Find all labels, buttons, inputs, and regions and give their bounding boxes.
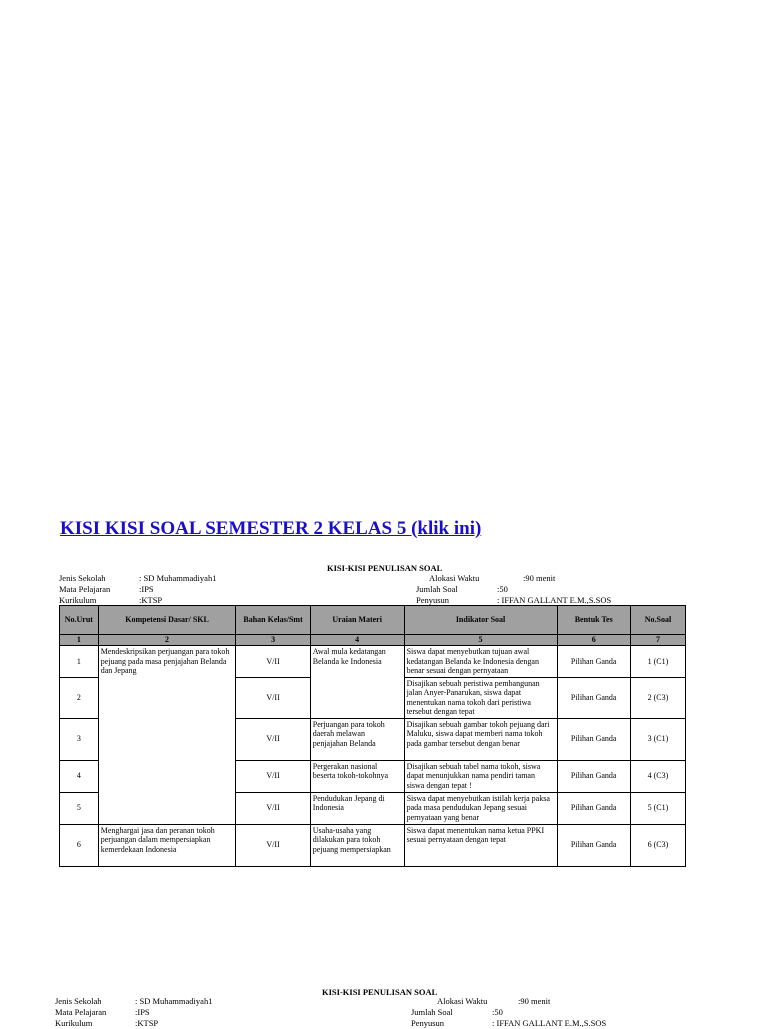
cell-no: 4 <box>60 760 99 792</box>
cell-no-soal: 3 (C1) <box>630 718 685 760</box>
cell-indikator: Disajikan sebuah tabel nama tokoh, siswa dapat menunjukkan nama pendiri taman siswa dengan tepat ! <box>404 760 557 792</box>
cell-no-soal: 4 (C3) <box>630 760 685 792</box>
cell-bentuk: Pilihan Ganda <box>557 677 630 718</box>
table-row <box>60 646 686 678</box>
header-num: 4 <box>310 635 404 646</box>
meta-label: Penyusun <box>411 1018 445 1028</box>
cell-bahan: V/II <box>236 760 310 792</box>
cell-materi: Pendudukan Jepang di Indonesia <box>310 792 404 824</box>
header-kompetensi: Kompetensi Dasar/ SKL <box>98 606 236 635</box>
header-num: 7 <box>630 635 685 646</box>
doc-title: KISI-KISI PENULISAN SOAL <box>327 563 443 573</box>
meta-value: : SD Muhammadiyah1 <box>139 573 217 583</box>
meta-label: Kurikulum <box>59 595 97 605</box>
meta-value: :90 menit <box>518 996 551 1006</box>
cell-bahan: V/II <box>236 824 310 866</box>
cell-bentuk: Pilihan Ganda <box>557 824 630 866</box>
doc-title-2: KISI-KISI PENULISAN SOAL <box>322 987 438 997</box>
meta-label: Jenis Sekolah <box>55 996 102 1006</box>
meta-value: : IFFAN GALLANT E.M.,S.SOS <box>497 595 612 605</box>
header-bentuk: Bentuk Tes <box>557 606 630 635</box>
cell-no: 1 <box>60 646 99 678</box>
meta-label: Mata Pelajaran <box>59 584 111 594</box>
cell-indikator: Siswa dapat menentukan nama ketua PPKI sesuai pernyataan dengan tepat <box>404 824 557 866</box>
cell-no-soal: 2 (C3) <box>630 677 685 718</box>
meta-value: :IPS <box>135 1007 150 1017</box>
cell-materi: Perjuangan para tokoh daerah melawan penjajahan Belanda <box>310 718 404 760</box>
cell-materi: Pergerakan nasional beserta tokoh-tokohnya <box>310 760 404 792</box>
header-num: 3 <box>236 635 310 646</box>
table-header-number-row <box>60 635 686 646</box>
cell-indikator: Disajikan sebuah gambar tokoh pejuang dari Maluku, siswa dapat memberi nama tokoh pada gambar tersebut dengan benar <box>404 718 557 760</box>
header-indikator: Indikator Soal <box>404 606 557 635</box>
meta-label: Alokasi Waktu <box>437 996 488 1006</box>
meta-value: :50 <box>492 1007 503 1017</box>
meta-value: :IPS <box>139 584 154 594</box>
cell-materi: Usaha-usaha yang dilakukan para tokoh pejuang mempersiapkan <box>310 824 404 866</box>
cell-no: 3 <box>60 718 99 760</box>
cell-no-soal: 6 (C3) <box>630 824 685 866</box>
meta-label: Kurikulum <box>55 1018 93 1028</box>
cell-materi: Awal mula kedatangan Belanda ke Indonesia <box>310 646 404 719</box>
meta-label: Jumlah Soal <box>416 584 458 594</box>
table-header-row <box>60 606 686 635</box>
cell-no: 6 <box>60 824 99 866</box>
table-row <box>60 824 686 866</box>
cell-no-soal: 5 (C1) <box>630 792 685 824</box>
cell-bahan: V/II <box>236 646 310 678</box>
document-link-title[interactable]: KISI KISI SOAL SEMESTER 2 KELAS 5 (klik ini) <box>60 518 482 539</box>
meta-right-2 <box>411 996 606 1029</box>
cell-bentuk: Pilihan Ganda <box>557 760 630 792</box>
cell-indikator: Siswa dapat menyebutkan tujuan awal kedatangan Belanda ke Indonesia dengan benar sesuai dengan pernyataan <box>404 646 557 678</box>
cell-bentuk: Pilihan Ganda <box>557 646 630 678</box>
cell-bahan: V/II <box>236 792 310 824</box>
meta-label: Jumlah Soal <box>411 1007 453 1017</box>
header-bahan: Bahan Kelas/Smt <box>236 606 310 635</box>
cell-no-soal: 1 (C1) <box>630 646 685 678</box>
meta-label: Mata Pelajaran <box>55 1007 107 1017</box>
cell-bahan: V/II <box>236 677 310 718</box>
header-num: 5 <box>404 635 557 646</box>
cell-bentuk: Pilihan Ganda <box>557 792 630 824</box>
meta-value: :90 menit <box>523 573 556 583</box>
cell-kompetensi: Menghargai jasa dan peranan tokoh perjuangan dalam mempersiapkan kemerdekaan Indonesia <box>98 824 236 866</box>
meta-label: Jenis Sekolah <box>59 573 106 583</box>
meta-value: :KTSP <box>135 1018 159 1028</box>
cell-bahan: V/II <box>236 718 310 760</box>
header-uraian: Uraian Materi <box>310 606 404 635</box>
cell-indikator: Disajikan sebuah peristiwa pembangunan jalan Anyer-Panarukan, siswa dapat menentukan nama tokoh dari peristiwa tersebut dengan tepat <box>404 677 557 718</box>
cell-no: 2 <box>60 677 99 718</box>
meta-right <box>416 573 611 606</box>
cell-no: 5 <box>60 792 99 824</box>
meta-value: : IFFAN GALLANT E.M.,S.SOS <box>492 1018 607 1028</box>
header-num: 2 <box>98 635 236 646</box>
header-num: 1 <box>60 635 99 646</box>
meta-value: :KTSP <box>139 595 163 605</box>
header-num: 6 <box>557 635 630 646</box>
meta-value: : SD Muhammadiyah1 <box>135 996 213 1006</box>
meta-label: Alokasi Waktu <box>429 573 480 583</box>
cell-kompetensi: Mendeskripsikan perjuangan para tokoh pejuang pada masa penjajahan Belanda dan Jepang <box>98 646 236 825</box>
cell-indikator: Siswa dapat menyebutkan istilah kerja paksa pada masa pendudukan Jepang sesuai pernyataan yang benar <box>404 792 557 824</box>
meta-left-2 <box>55 996 212 1029</box>
meta-label: Penyusun <box>416 595 450 605</box>
cell-bentuk: Pilihan Ganda <box>557 718 630 760</box>
meta-value: :50 <box>497 584 508 594</box>
header-no-urut: No.Urut <box>60 606 99 635</box>
header-no-soal: No.Soal <box>630 606 685 635</box>
meta-left <box>59 573 216 606</box>
kisi-table <box>59 605 686 867</box>
